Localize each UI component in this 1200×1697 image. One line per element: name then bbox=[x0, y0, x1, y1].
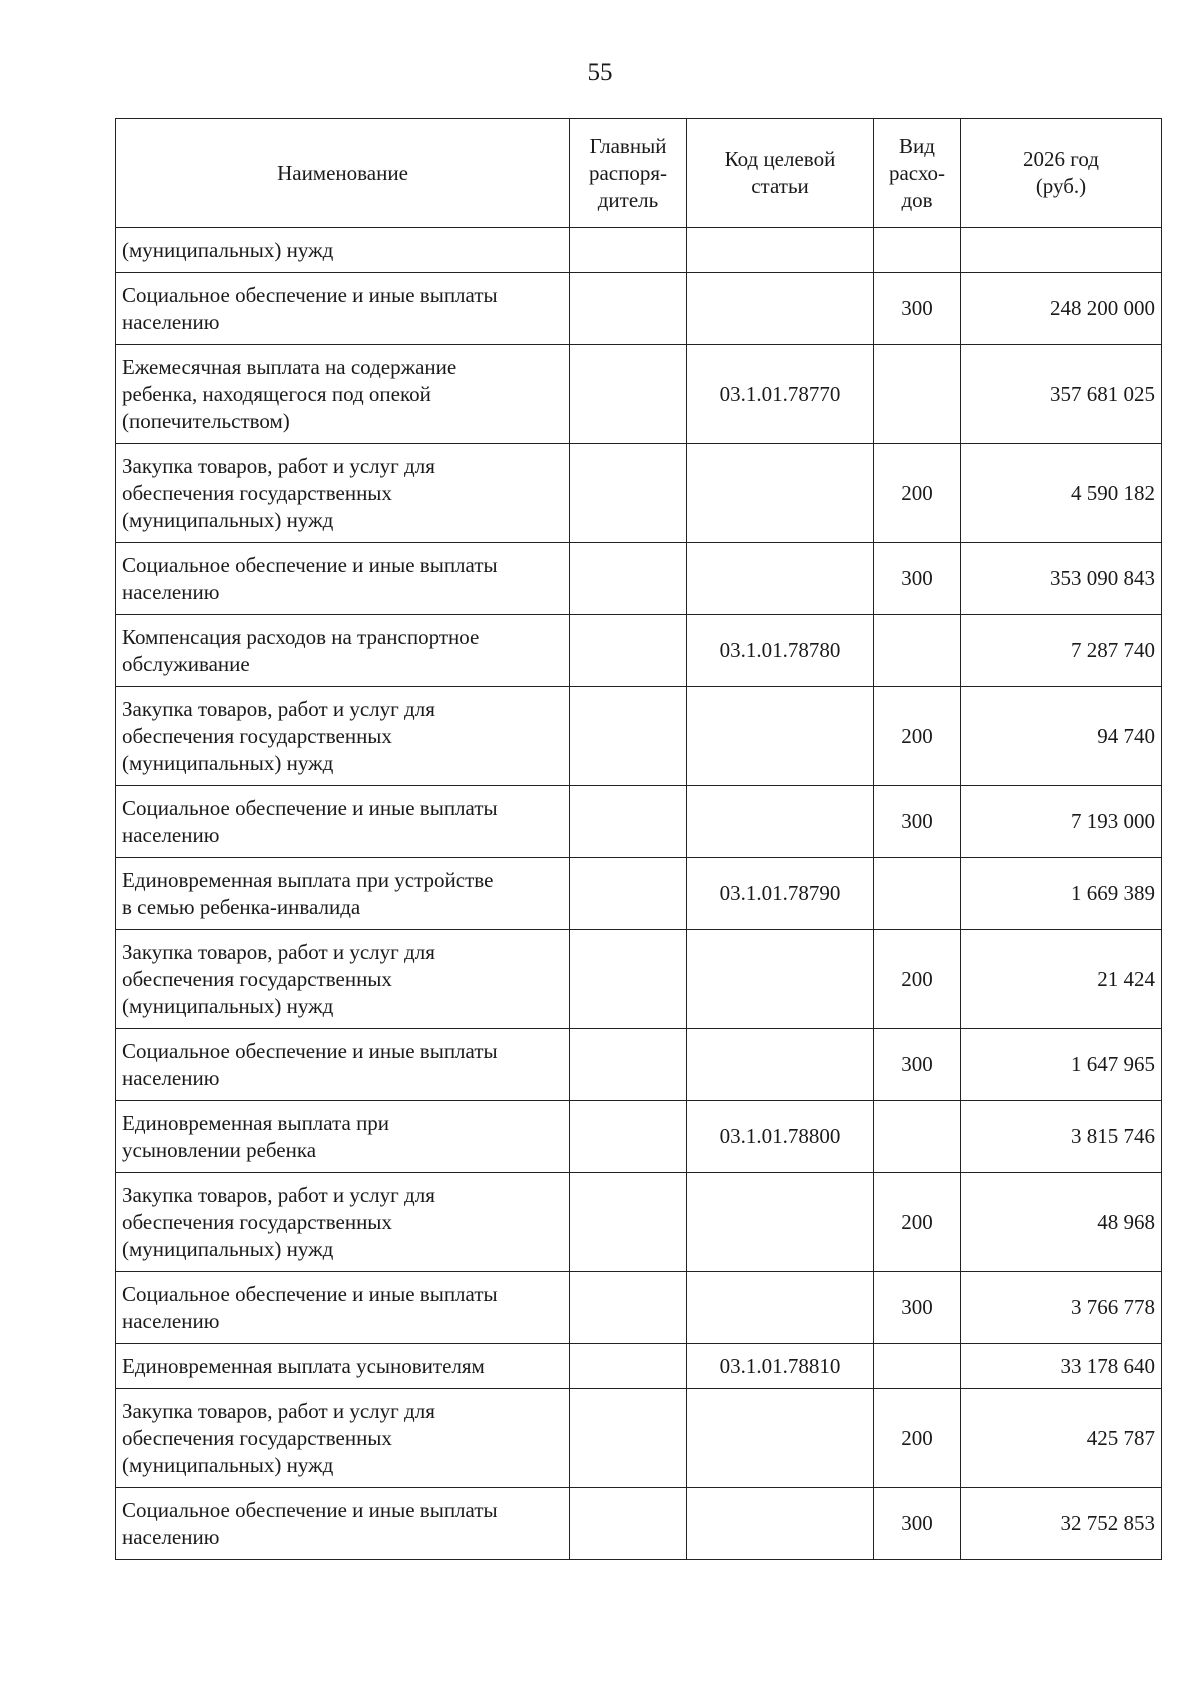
cell-name-line: Закупка товаров, работ и услуг для bbox=[122, 453, 435, 478]
cell-admin bbox=[570, 1101, 687, 1173]
header-admin: Главный распоря- дитель bbox=[570, 119, 687, 228]
cell-code: 03.1.01.78780 bbox=[687, 615, 874, 687]
cell-name-line: населению bbox=[122, 1524, 220, 1549]
cell-name bbox=[116, 786, 570, 858]
header-amount: 2026 год (руб.) bbox=[961, 119, 1162, 228]
cell-code bbox=[687, 1029, 874, 1101]
cell-type: 200 bbox=[874, 687, 961, 786]
cell-amount: 33 178 640 bbox=[961, 1344, 1162, 1389]
cell-code bbox=[687, 273, 874, 345]
cell-admin bbox=[570, 228, 687, 273]
cell-name-line: обеспечения государственных bbox=[122, 966, 392, 991]
cell-name bbox=[116, 543, 570, 615]
table-body bbox=[116, 228, 1162, 1560]
cell-name-line: Ежемесячная выплата на содержание bbox=[122, 354, 457, 379]
cell-admin bbox=[570, 345, 687, 444]
cell-code bbox=[687, 786, 874, 858]
cell-name-line: Закупка товаров, работ и услуг для bbox=[122, 1398, 435, 1423]
table-row bbox=[116, 1101, 1162, 1173]
table-row bbox=[116, 345, 1162, 444]
table-row bbox=[116, 273, 1162, 345]
cell-amount: 425 787 bbox=[961, 1389, 1162, 1488]
cell-name-line: населению bbox=[122, 1065, 220, 1090]
cell-code bbox=[687, 543, 874, 615]
cell-type: 300 bbox=[874, 1272, 961, 1344]
cell-type: 200 bbox=[874, 930, 961, 1029]
cell-name-line: Компенсация расходов на транспортное bbox=[122, 624, 480, 649]
cell-type: 300 bbox=[874, 273, 961, 345]
cell-code bbox=[687, 687, 874, 786]
cell-name-line: населению bbox=[122, 309, 220, 334]
cell-amount bbox=[961, 228, 1162, 273]
cell-name-line: Социальное обеспечение и иные выплаты bbox=[122, 282, 498, 307]
cell-admin bbox=[570, 1272, 687, 1344]
cell-amount: 7 193 000 bbox=[961, 786, 1162, 858]
cell-code: 03.1.01.78800 bbox=[687, 1101, 874, 1173]
cell-name-line: (муниципальных) нужд bbox=[122, 993, 334, 1018]
cell-type bbox=[874, 1344, 961, 1389]
cell-admin bbox=[570, 1029, 687, 1101]
cell-name bbox=[116, 1344, 570, 1389]
cell-amount: 1 647 965 bbox=[961, 1029, 1162, 1101]
cell-name bbox=[116, 1272, 570, 1344]
cell-amount: 94 740 bbox=[961, 687, 1162, 786]
cell-admin bbox=[570, 1173, 687, 1272]
cell-admin bbox=[570, 858, 687, 930]
cell-code bbox=[687, 1272, 874, 1344]
cell-name bbox=[116, 930, 570, 1029]
cell-admin bbox=[570, 930, 687, 1029]
table-row bbox=[116, 1173, 1162, 1272]
cell-amount: 21 424 bbox=[961, 930, 1162, 1029]
cell-code: 03.1.01.78770 bbox=[687, 345, 874, 444]
cell-type: 300 bbox=[874, 1488, 961, 1560]
table-row bbox=[116, 1389, 1162, 1488]
cell-admin bbox=[570, 273, 687, 345]
table-header-row bbox=[116, 119, 1162, 228]
cell-admin bbox=[570, 786, 687, 858]
table-row bbox=[116, 1029, 1162, 1101]
cell-type: 300 bbox=[874, 786, 961, 858]
table-row bbox=[116, 228, 1162, 273]
cell-name-line: Закупка товаров, работ и услуг для bbox=[122, 1182, 435, 1207]
cell-admin bbox=[570, 615, 687, 687]
cell-admin bbox=[570, 687, 687, 786]
header-code: Код целевой статьи bbox=[687, 119, 874, 228]
cell-amount: 32 752 853 bbox=[961, 1488, 1162, 1560]
cell-type: 200 bbox=[874, 1173, 961, 1272]
cell-name-line: (попечительством) bbox=[122, 408, 290, 433]
cell-admin bbox=[570, 543, 687, 615]
table-row bbox=[116, 858, 1162, 930]
table-row bbox=[116, 444, 1162, 543]
cell-amount: 357 681 025 bbox=[961, 345, 1162, 444]
cell-name-line: ребенка, находящегося под опекой bbox=[122, 381, 431, 406]
cell-name bbox=[116, 1173, 570, 1272]
cell-name-line: Социальное обеспечение и иные выплаты bbox=[122, 1038, 498, 1063]
cell-type: 200 bbox=[874, 444, 961, 543]
cell-name-line: усыновлении ребенка bbox=[122, 1137, 317, 1162]
cell-name bbox=[116, 687, 570, 786]
table-row bbox=[116, 615, 1162, 687]
cell-name-line: обеспечения государственных bbox=[122, 1425, 392, 1450]
cell-name-line: (муниципальных) нужд bbox=[122, 1236, 334, 1261]
cell-code bbox=[687, 1173, 874, 1272]
cell-name bbox=[116, 1389, 570, 1488]
cell-admin bbox=[570, 1488, 687, 1560]
cell-name-line: Закупка товаров, работ и услуг для bbox=[122, 939, 435, 964]
cell-name-line: Социальное обеспечение и иные выплаты bbox=[122, 552, 498, 577]
cell-name bbox=[116, 1488, 570, 1560]
cell-name-line: в семью ребенка-инвалида bbox=[122, 894, 361, 919]
cell-name-line: Социальное обеспечение и иные выплаты bbox=[122, 1497, 498, 1522]
cell-name-line: Закупка товаров, работ и услуг для bbox=[122, 696, 435, 721]
cell-name-line: Единовременная выплата при bbox=[122, 1110, 390, 1135]
cell-name bbox=[116, 345, 570, 444]
cell-name-line: обслуживание bbox=[122, 651, 250, 676]
cell-name-line: (муниципальных) нужд bbox=[122, 1452, 334, 1477]
cell-name bbox=[116, 444, 570, 543]
cell-code bbox=[687, 444, 874, 543]
budget-table bbox=[115, 118, 1162, 1560]
cell-name bbox=[116, 273, 570, 345]
cell-amount: 3 815 746 bbox=[961, 1101, 1162, 1173]
cell-name bbox=[116, 228, 570, 273]
cell-type: 300 bbox=[874, 1029, 961, 1101]
table-row bbox=[116, 1344, 1162, 1389]
cell-name bbox=[116, 1029, 570, 1101]
cell-amount: 3 766 778 bbox=[961, 1272, 1162, 1344]
cell-amount: 1 669 389 bbox=[961, 858, 1162, 930]
table-row bbox=[116, 687, 1162, 786]
table-row bbox=[116, 1488, 1162, 1560]
cell-name-line: (муниципальных) нужд bbox=[122, 507, 334, 532]
cell-amount: 7 287 740 bbox=[961, 615, 1162, 687]
cell-name-line: Единовременная выплата при устройстве bbox=[122, 867, 494, 892]
cell-amount: 353 090 843 bbox=[961, 543, 1162, 615]
table-row bbox=[116, 543, 1162, 615]
cell-amount: 248 200 000 bbox=[961, 273, 1162, 345]
cell-name-line: населению bbox=[122, 822, 220, 847]
cell-name-line: (муниципальных) нужд bbox=[122, 750, 334, 775]
cell-name-line: (муниципальных) нужд bbox=[122, 237, 334, 262]
cell-code: 03.1.01.78810 bbox=[687, 1344, 874, 1389]
cell-name-line: обеспечения государственных bbox=[122, 723, 392, 748]
cell-code: 03.1.01.78790 bbox=[687, 858, 874, 930]
page-number: 55 bbox=[587, 59, 613, 86]
cell-admin bbox=[570, 444, 687, 543]
cell-code bbox=[687, 1488, 874, 1560]
cell-type bbox=[874, 858, 961, 930]
cell-amount: 48 968 bbox=[961, 1173, 1162, 1272]
table-row bbox=[116, 786, 1162, 858]
cell-name-line: населению bbox=[122, 579, 220, 604]
cell-name bbox=[116, 615, 570, 687]
cell-name-line: Единовременная выплата усыновителям bbox=[122, 1353, 485, 1378]
cell-type bbox=[874, 1101, 961, 1173]
cell-name-line: населению bbox=[122, 1308, 220, 1333]
cell-name bbox=[116, 858, 570, 930]
cell-type: 300 bbox=[874, 543, 961, 615]
cell-type bbox=[874, 228, 961, 273]
cell-type bbox=[874, 345, 961, 444]
cell-name-line: обеспечения государственных bbox=[122, 1209, 392, 1234]
cell-amount: 4 590 182 bbox=[961, 444, 1162, 543]
cell-type bbox=[874, 615, 961, 687]
cell-type: 200 bbox=[874, 1389, 961, 1488]
table-row bbox=[116, 930, 1162, 1029]
cell-name-line: Социальное обеспечение и иные выплаты bbox=[122, 1281, 498, 1306]
cell-name bbox=[116, 1101, 570, 1173]
cell-name-line: обеспечения государственных bbox=[122, 480, 392, 505]
cell-code bbox=[687, 1389, 874, 1488]
cell-admin bbox=[570, 1344, 687, 1389]
table-row bbox=[116, 1272, 1162, 1344]
header-name: Наименование bbox=[116, 119, 570, 228]
header-type: Вид расхо- дов bbox=[874, 119, 961, 228]
cell-code bbox=[687, 228, 874, 273]
cell-name-line: Социальное обеспечение и иные выплаты bbox=[122, 795, 498, 820]
cell-code bbox=[687, 930, 874, 1029]
cell-admin bbox=[570, 1389, 687, 1488]
